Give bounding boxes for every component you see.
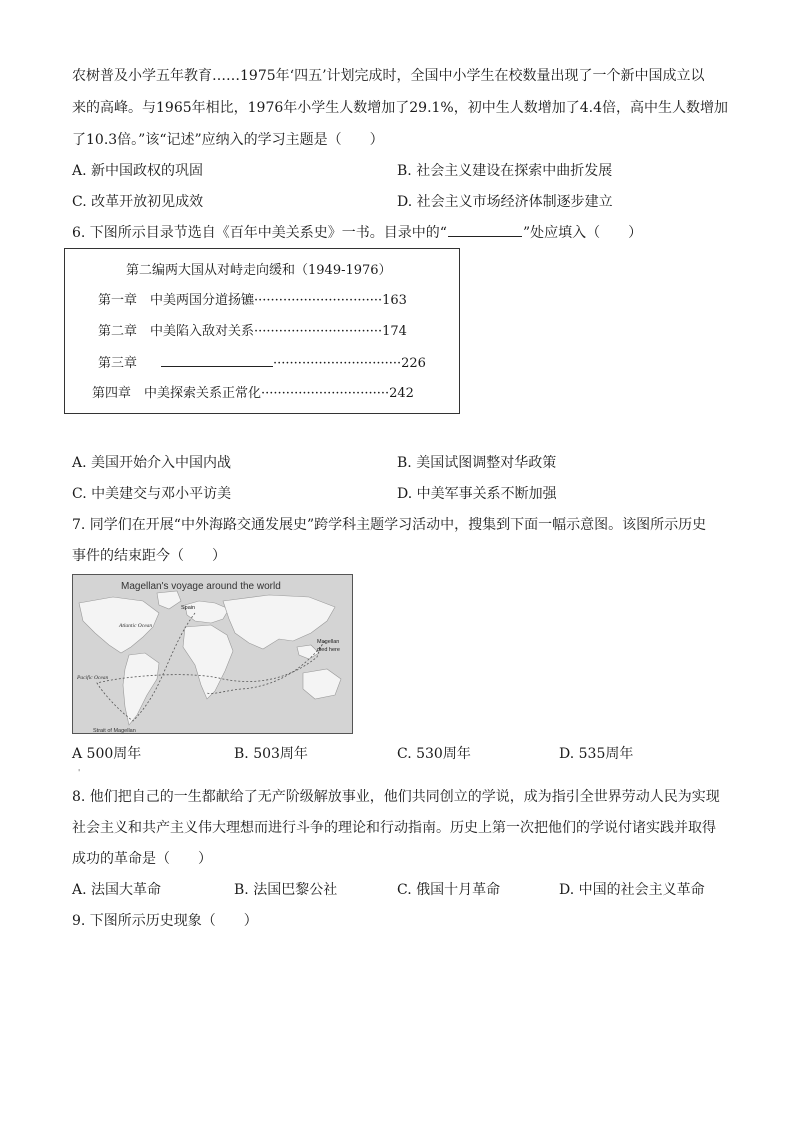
toc-chapter-3-page: 226 xyxy=(401,356,426,371)
q6-option-b: B. 美国试图调整对华政策 xyxy=(397,455,557,471)
q8-stem-line-3: 成功的革命是（ ） xyxy=(72,851,212,867)
q7-option-b: B. 503周年 xyxy=(234,746,308,762)
map-title: Magellan's voyage around the world xyxy=(121,581,281,592)
q8-option-c: C. 俄国十月革命 xyxy=(397,882,501,898)
q6-option-d: D. 中美军事关系不断加强 xyxy=(397,486,557,502)
toc-chapter-1-label: 第一章 中美两国分道扬镳 xyxy=(98,293,255,308)
q7-option-c: C. 530周年 xyxy=(397,746,471,762)
q7-stem-line-2: 事件的结束距今（ ） xyxy=(72,548,226,564)
toc-chapter-4 xyxy=(92,385,414,403)
toc-chapter-4-label: 第四章 中美探索关系正常化 xyxy=(92,386,262,401)
q5-option-b: B. 社会主义建设在探索中曲折发展 xyxy=(397,163,613,179)
q7-option-d: D. 535周年 xyxy=(559,746,634,762)
map-label-died-here: died here xyxy=(317,647,340,653)
q6-answer-blank xyxy=(448,222,522,237)
toc-chapter-4-page: 242 xyxy=(389,386,414,401)
toc-chapter-1-dots: ······························· xyxy=(254,293,383,308)
q7-stem-line-1: 7. 同学们在开展“中外海路交通发展史”跨学科主题学习活动中，搜集到下面一幅示意图。该图所示历史 xyxy=(72,517,707,533)
toc-chapter-3-label: 第三章 xyxy=(98,356,138,371)
toc-chapter-3 xyxy=(98,354,426,373)
q6-option-a: A. 美国开始介入中国内战 xyxy=(72,455,232,471)
q8-stem-line-2: 社会主义和共产主义伟大理想而进行斗争的理论和行动指南。历史上第一次把他们的学说付诸实践并取得 xyxy=(72,820,716,836)
q7-option-a: A 500周年 xyxy=(72,746,142,762)
map-label-strait: Strait of Magellan xyxy=(93,728,136,734)
magellan-voyage-map xyxy=(72,574,353,734)
q6-option-c: C. 中美建交与邓小平访美 xyxy=(72,486,232,502)
toc-chapter-2-dots: ······························· xyxy=(254,324,383,339)
stray-mark: ' xyxy=(78,768,81,777)
q8-option-b: B. 法国巴黎公社 xyxy=(234,882,338,898)
q9-stem-line-1: 9. 下图所示历史现象（ ） xyxy=(72,913,258,929)
toc-chapter-1-page: 163 xyxy=(382,293,407,308)
q6-stem xyxy=(72,222,642,243)
toc-chapter-4-dots: ······························· xyxy=(261,386,390,401)
toc-chapter-2-label: 第二章 中美陷入敌对关系 xyxy=(98,324,255,339)
map-label-atlantic: Atlantic Ocean xyxy=(119,623,153,629)
q8-stem-line-1: 8. 他们把自己的一生都献给了无产阶级解放事业，他们共同创立的学说，成为指引全世界劳动人民为实现 xyxy=(72,789,720,805)
map-label-magellan: Magellan xyxy=(317,639,340,645)
toc-chapter-2 xyxy=(98,323,407,341)
q5-option-c: C. 改革开放初见成效 xyxy=(72,194,204,210)
q5-option-d: D. 社会主义市场经济体制逐步建立 xyxy=(397,194,613,210)
toc-chapter-3-dots: ······························· xyxy=(273,356,402,371)
q6-stem-after: ”处应填入（ ） xyxy=(522,225,643,241)
toc-chapter-1 xyxy=(98,292,407,310)
q5-stem-line-3: 了10.3倍。”该“记述”应纳入的学习主题是（ ） xyxy=(72,132,384,148)
q5-stem-line-2: 来的高峰。与1965年相比，1976年小学生人数增加了29.1%，初中生人数增加了4.4倍，高中生人数增加 xyxy=(72,100,728,116)
q8-option-a: A. 法国大革命 xyxy=(72,882,162,898)
map-label-spain: Spain xyxy=(181,605,196,611)
map-label-pacific: Pacific Ocean xyxy=(77,675,109,681)
toc-chapter-2-page: 174 xyxy=(382,324,407,339)
q5-stem-line-1: 农树普及小学五年教育……1975年‘四五’计划完成时，全国中小学生在校数量出现了一个新中国成立以 xyxy=(72,68,705,84)
q6-stem-before: 6. 下图所示目录节选自《百年中美关系史》一书。目录中的“ xyxy=(72,225,447,241)
toc-heading: 第二编两大国从对峙走向缓和（1949-1976） xyxy=(126,263,392,278)
toc-chapter-3-blank xyxy=(161,354,273,367)
q5-option-a: A. 新中国政权的巩固 xyxy=(72,163,204,179)
q8-option-d: D. 中国的社会主义革命 xyxy=(559,882,705,898)
